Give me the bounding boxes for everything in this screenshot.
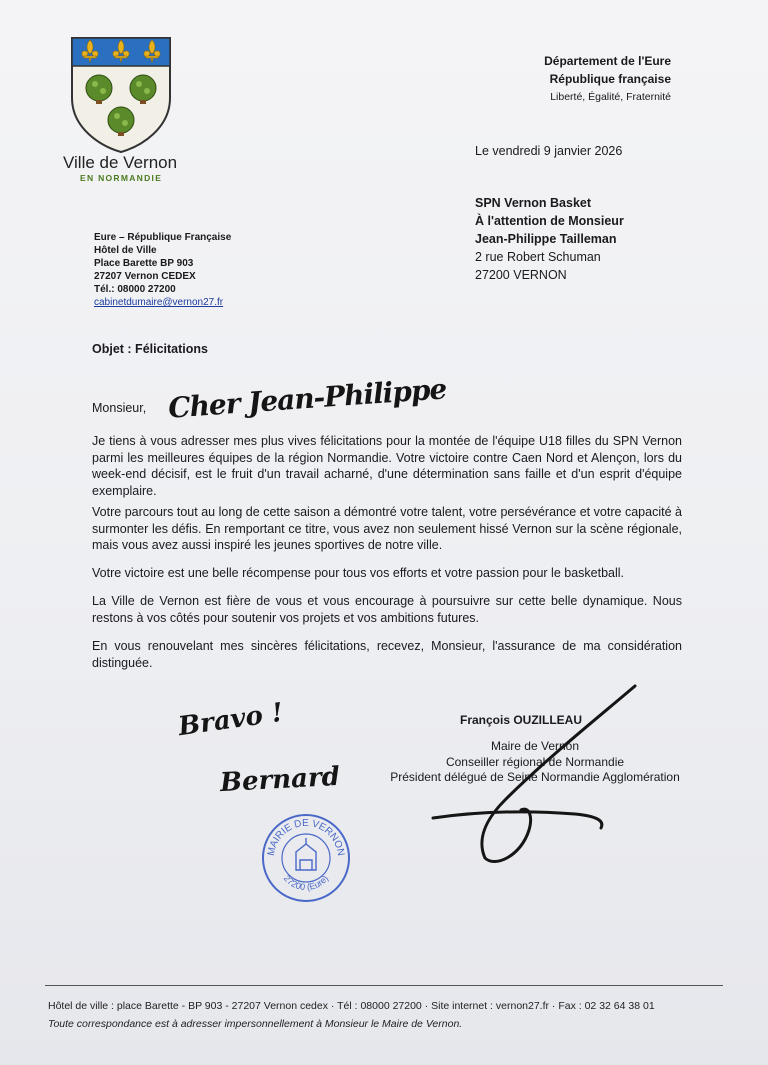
handwritten-bravo: Bravo ! [176, 697, 286, 743]
signatory-name: François OUZILLEAU [460, 713, 583, 727]
letter-paragraph-5: En vous renouvelant mes sincères félicitations, recevez, Monsieur, l'assurance de ma considération distinguée. [92, 639, 682, 670]
recipient-address [475, 194, 624, 284]
recipient-street: 2 rue Robert Schuman [475, 250, 601, 264]
letter-date: Le vendredi 9 janvier 2026 [475, 144, 623, 158]
town-name: Ville de Vernon [63, 153, 178, 172]
sender-line2: Hôtel de Ville [94, 245, 157, 256]
sender-phone: Tél.: 08000 27200 [94, 284, 176, 295]
letter-paragraph-2: Votre parcours tout au long de cette saison a démontré votre talent, votre persévérance et votre capacité à surmonter les défis. En remportant ce titre, vous avez non seulement hissé Vernon sur la scène régionale, mais vous avez aussi inspiré les jeunes sportives de notre ville. [92, 505, 682, 552]
recipient-city: 27200 VERNON [475, 268, 567, 282]
svg-text:MAIRIE DE VERNON: MAIRIE DE VERNON [265, 817, 347, 857]
national-motto: Liberté, Égalité, Fraternité [550, 91, 671, 103]
department-name: Département de l'Eure [544, 54, 671, 68]
letter-subject: Objet : Félicitations [92, 342, 208, 356]
handwritten-signature [425, 680, 655, 870]
recipient-name: Jean-Philippe Tailleman [475, 232, 617, 246]
republic-name: République française [549, 72, 671, 86]
official-header [544, 52, 671, 106]
recipient-attention: À l'attention de Monsieur [475, 214, 624, 228]
sender-line1: Eure – République Française [94, 232, 232, 243]
handwritten-name: Bernard [219, 761, 341, 799]
town-hall-stamp [260, 812, 352, 904]
signatory-title-councillor: Conseiller régional de Normandie [445, 754, 625, 769]
letter-paragraph-1: Je tiens à vous adresser mes plus vives félicitations pour la montée de l'équipe U18 filles du SPN Vernon parmi les meilleures équipes de la région Normandie. Votre victoire contre Caen Nord et Alençon, lors du week-end décisif, est le fruit d'un travail acharné, d'une détermination sans faille et d'un esprit d'équipe exemplaire. [92, 434, 682, 498]
handwritten-salutation: Cher Jean-Philippe [167, 372, 448, 425]
sender-address [94, 231, 231, 309]
letter-paragraph-4: La Ville de Vernon est fière de vous et vous encourage à poursuivre sur cette belle dynamique. Nous restons à vos côtés pour soutenir vos projets et vos ambitions futures. [92, 594, 682, 625]
region-tagline: EN NORMANDIE [80, 173, 163, 183]
footer-divider [45, 985, 723, 986]
letter-salutation: Monsieur, [92, 401, 147, 415]
letter-paragraph-3: Votre victoire est une belle récompense pour tous vos efforts et votre passion pour le basketball. [92, 566, 625, 580]
footer-correspondence-note: Toute correspondance est à adresser impersonnellement à Monsieur le Maire de Vernon. [48, 1018, 463, 1030]
signatory-title-president: Président délégué de Seine Normandie Agglomération [390, 770, 680, 784]
sender-line4: 27207 Vernon CEDEX [94, 271, 196, 282]
recipient-club: SPN Vernon Basket [475, 196, 592, 210]
vernon-coat-of-arms-logo [70, 36, 172, 154]
footer-contact-line: Hôtel de ville : place Barette - BP 903 - 27207 Vernon cedex · Tél : 08000 27200 · Site internet : vernon27.fr · Fax : 02 32 64 38 01 [48, 1000, 655, 1012]
signatory-title-mayor: Maire de Vernon [490, 739, 580, 753]
sender-email-link[interactable]: cabinetdumaire@vernon27.fr [94, 297, 224, 308]
sender-line3: Place Barette BP 903 [94, 258, 194, 269]
svg-text:27200 (Eure): 27200 (Eure) [281, 873, 331, 893]
